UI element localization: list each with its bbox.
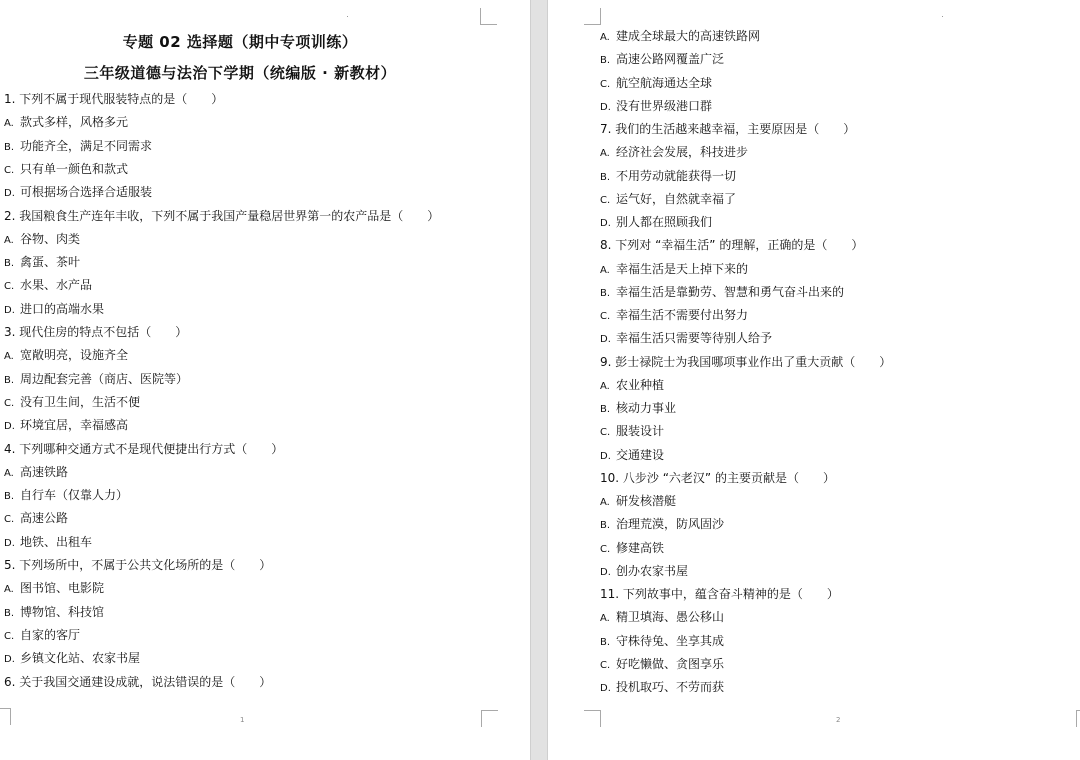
answer-option [4, 231, 80, 249]
answer-option [600, 633, 724, 651]
option-letter: C. [4, 397, 15, 409]
page-corner-mark [584, 8, 601, 25]
question-text: 7. 我们的生活越来越幸福，主要原因是（ ） [600, 122, 856, 136]
answer-option [4, 487, 128, 505]
option-text: 没有世界级港口群 [616, 98, 713, 113]
page-corner-mark [584, 710, 601, 727]
option-text: 环境宜居，幸福感高 [20, 418, 129, 433]
option-letter: D. [4, 421, 15, 433]
option-letter: C. [4, 164, 15, 176]
option-text: 航空航海通达全球 [616, 75, 713, 90]
option-letter: C. [4, 281, 15, 293]
option-text: 核动力事业 [616, 401, 677, 415]
option-text: 功能齐全，满足不同需求 [20, 138, 153, 153]
option-text: 高速铁路 [20, 464, 69, 479]
option-text: 款式多样，风格多元 [20, 115, 129, 130]
option-text: 水果、水产品 [20, 278, 93, 293]
question-text: 2. 我国粮食生产连年丰收，下列不属于我国产量稳居世界第一的农产品是（ ） [4, 208, 440, 223]
answer-option [4, 394, 140, 412]
option-letter: A. [4, 118, 14, 130]
option-letter: B. [600, 636, 611, 648]
answer-option [600, 609, 724, 627]
option-letter: D. [600, 334, 611, 346]
answer-option [600, 400, 676, 418]
option-text: 可根据场合选择合适服装 [20, 185, 153, 200]
option-text: 禽蛋、茶叶 [20, 255, 81, 270]
answer-option [4, 604, 104, 622]
option-letter: D. [4, 304, 15, 316]
answer-option [4, 161, 128, 179]
option-text: 服装设计 [616, 424, 665, 439]
option-text: 进口的高端水果 [20, 301, 105, 316]
document-page-2 [548, 0, 1080, 760]
question-text: 5. 下列场所中，不属于公共文化场所的是（ ） [4, 558, 272, 572]
option-text: 经济社会发展，科技进步 [616, 145, 749, 160]
option-text: 自家的客厅 [20, 627, 81, 642]
page-corner-mark [480, 8, 497, 25]
option-text: 建成全球最大的高速铁路网 [616, 29, 761, 43]
option-text: 博物馆、科技馆 [20, 604, 105, 619]
option-letter: C. [600, 427, 611, 439]
answer-option [600, 423, 664, 441]
page-gap [530, 0, 548, 760]
answer-option [4, 580, 104, 598]
question-text: 9. 彭士禄院士为我国哪项事业作出了重大贡献（ ） [600, 354, 892, 369]
answer-option [600, 191, 736, 209]
answer-option [600, 28, 760, 46]
page-dot [347, 16, 348, 17]
option-letter: D. [600, 450, 611, 462]
option-letter: D. [600, 683, 611, 694]
option-letter: B. [600, 55, 611, 67]
answer-option [600, 447, 664, 465]
option-text: 幸福生活是天上掉下来的 [616, 261, 749, 276]
option-text: 地铁、出租车 [20, 534, 93, 549]
option-letter: B. [600, 171, 611, 183]
page-dot [942, 16, 943, 17]
option-letter: B. [600, 287, 611, 299]
option-letter: A. [4, 584, 14, 596]
option-letter: C. [600, 194, 611, 206]
question-text: 10. 八步沙 “六老汉” 的主要贡献是（ ） [600, 470, 835, 485]
question-text: 6. 关于我国交通建设成就，说法错误的是（ ） [4, 674, 272, 689]
page-corner-mark [481, 710, 498, 727]
answer-option [600, 75, 712, 93]
option-letter: C. [600, 543, 611, 555]
answer-option [600, 261, 748, 279]
option-letter: B. [4, 258, 15, 270]
page-number: 1 [240, 716, 245, 724]
option-text: 幸福生活只需要等待别人给予 [616, 331, 773, 346]
option-letter: B. [600, 520, 611, 532]
option-text: 守株待兔、坐享其成 [616, 633, 725, 648]
answer-option [4, 277, 92, 295]
answer-option [600, 307, 748, 325]
answer-option [600, 168, 736, 186]
answer-option [4, 627, 80, 645]
option-text: 没有卫生间，生活不便 [20, 394, 141, 409]
answer-option [4, 464, 68, 482]
option-letter: C. [4, 630, 15, 642]
option-text: 高速公路 [20, 511, 69, 526]
answer-option [600, 516, 724, 534]
document-subtitle: 三年级道德与法治下学期（统编版 · 新教材） [83, 64, 397, 82]
option-letter: B. [600, 404, 611, 415]
answer-option [4, 184, 152, 202]
option-letter: D. [600, 101, 611, 113]
answer-option [600, 330, 772, 348]
option-letter: A. [4, 467, 14, 479]
question-text: 3. 现代住房的特点不包括（ ） [4, 325, 188, 339]
document-title: 专题 02 选择题（期中专项训练） [122, 33, 358, 51]
option-text: 谷物、肉类 [20, 231, 81, 246]
option-text: 幸福生活是靠勤劳、智慧和勇气奋斗出来的 [616, 284, 845, 299]
option-text: 农业种植 [616, 377, 665, 392]
option-letter: D. [600, 218, 611, 229]
answer-option [600, 98, 712, 116]
option-text: 不用劳动就能获得一切 [616, 168, 737, 183]
option-letter: B. [4, 607, 15, 619]
answer-option [600, 540, 664, 558]
page-number: 2 [836, 716, 841, 724]
answer-option [600, 144, 748, 162]
answer-option [4, 417, 128, 435]
option-letter: B. [4, 374, 15, 386]
option-letter: A. [600, 148, 610, 160]
question-text: 8. 下列对 “幸福生活” 的理解，正确的是（ ） [600, 238, 864, 253]
page-corner-mark [0, 708, 11, 725]
option-text: 宽敞明亮，设施齐全 [20, 348, 129, 363]
option-text: 乡镇文化站、农家书屋 [20, 651, 141, 666]
document-page-1 [0, 0, 530, 760]
answer-option [4, 510, 68, 528]
answer-option [4, 138, 152, 156]
answer-option [4, 114, 128, 132]
option-text: 只有单一颜色和款式 [20, 161, 129, 176]
answer-option [4, 534, 92, 552]
option-text: 高速公路网覆盖广泛 [616, 52, 725, 67]
question-text: 11. 下列故事中，蕴含奋斗精神的是（ ） [600, 587, 839, 601]
option-text: 精卫填海、愚公移山 [616, 610, 725, 625]
option-letter: A. [600, 32, 610, 43]
answer-option [4, 347, 128, 365]
option-letter: A. [600, 613, 610, 625]
answer-option [4, 254, 80, 272]
answer-option [600, 377, 664, 395]
option-text: 运气好，自然就幸福了 [616, 191, 737, 206]
option-text: 修建高铁 [616, 540, 665, 555]
option-text: 图书馆、电影院 [20, 581, 105, 596]
option-letter: C. [600, 78, 611, 90]
option-letter: A. [600, 264, 610, 276]
option-text: 研发核潜艇 [616, 494, 677, 508]
option-text: 别人都在照顾我们 [616, 215, 713, 229]
answer-option [4, 371, 188, 389]
option-letter: C. [600, 659, 611, 671]
answer-option [600, 493, 676, 511]
page-corner-mark [1076, 710, 1080, 727]
answer-option [600, 284, 844, 302]
option-text: 治理荒漠，防风固沙 [616, 517, 725, 532]
option-letter: A. [600, 380, 610, 392]
answer-option [600, 214, 712, 232]
option-text: 幸福生活不需要付出努力 [616, 308, 749, 322]
option-letter: D. [4, 537, 15, 549]
option-letter: B. [4, 491, 15, 503]
option-text: 周边配套完善（商店、医院等） [20, 371, 189, 386]
option-letter: D. [600, 566, 611, 578]
option-text: 交通建设 [616, 447, 665, 462]
answer-option [600, 679, 724, 697]
question-text: 4. 下列哪种交通方式不是现代便捷出行方式（ ） [4, 441, 284, 456]
option-letter: C. [4, 514, 15, 526]
answer-option [600, 51, 724, 69]
option-letter: D. [4, 188, 15, 200]
option-text: 自行车（仅靠人力） [20, 488, 129, 503]
option-text: 创办农家书屋 [616, 563, 689, 578]
answer-option [4, 301, 104, 319]
question-text: 1. 下列不属于现代服装特点的是（ ） [4, 92, 224, 106]
answer-option [600, 656, 724, 674]
option-text: 好吃懒做、贪图享乐 [616, 656, 725, 671]
option-letter: C. [600, 311, 611, 322]
option-letter: B. [4, 141, 15, 153]
option-letter: A. [4, 351, 14, 363]
option-letter: A. [600, 497, 610, 508]
option-letter: A. [4, 234, 14, 246]
option-text: 投机取巧、不劳而获 [616, 680, 725, 694]
option-letter: D. [4, 654, 15, 666]
answer-option [600, 563, 688, 581]
answer-option [4, 650, 140, 668]
